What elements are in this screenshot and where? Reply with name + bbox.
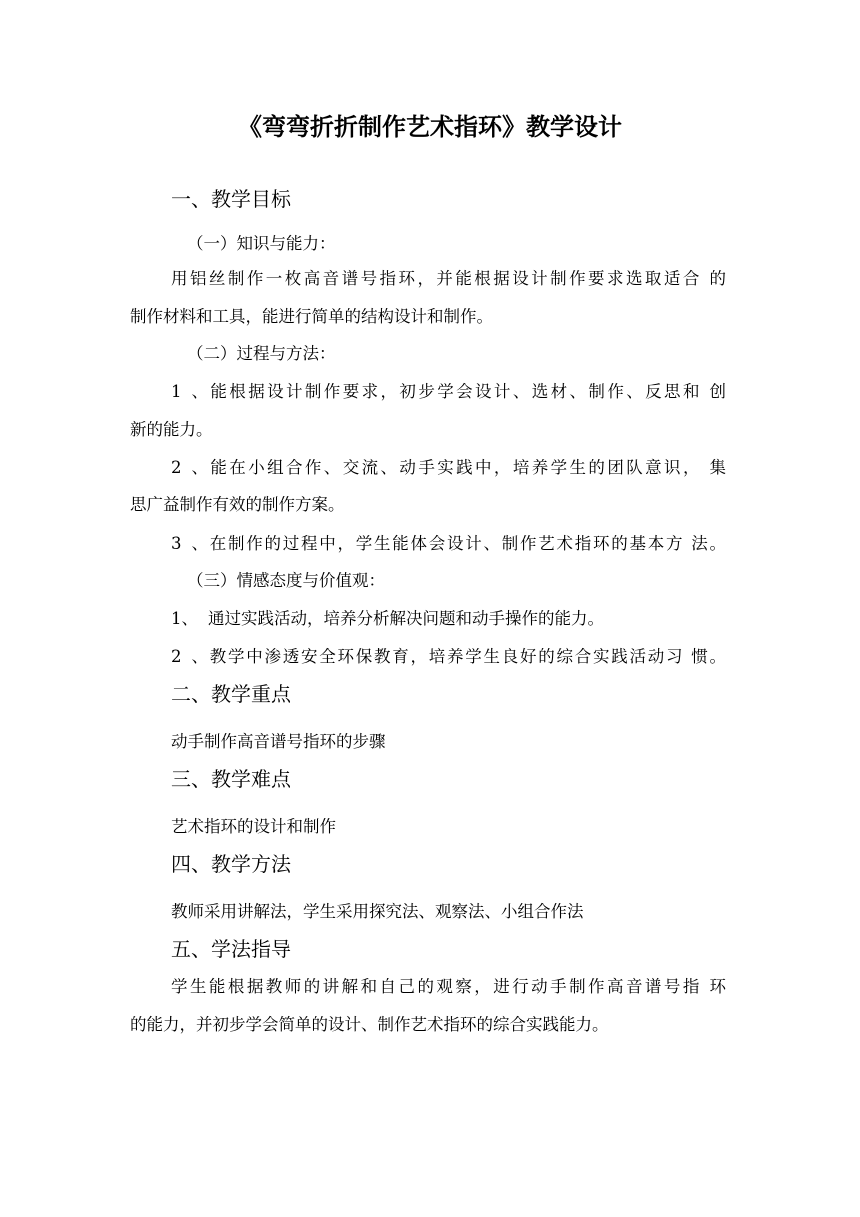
list-item-text: 通过实践活动，培养分析解决问题和动手操作的能力。 [208,609,604,628]
list-item-attitude-2 [171,645,726,669]
subheading-attitude: （三）情感态度与价值观： [187,571,385,590]
list-item-process-2 [171,456,726,480]
paragraph-guidance-line-2: 的能力，并初步学会简单的设计、制作艺术指环的综合实践能力。 [130,1015,609,1034]
list-item-process-1 [171,380,726,404]
list-item-attitude-1 [171,607,604,631]
paragraph-methods: 教师采用讲解法，学生采用探究法、观察法、小组合作法 [171,902,584,921]
list-item-number: 2、 [171,647,208,666]
paragraph-knowledge-line-2: 制作材料和工具，能进行简单的结构设计和制作。 [130,307,493,326]
heading-objectives: 一、教学目标 [171,187,291,211]
heading-key-points: 二、教学重点 [171,682,291,706]
paragraph-key-points: 动手制作高音谱号指环的步骤 [171,732,386,751]
list-item-text: 教学中渗透安全环保教育，培养学生良好的综合实践活动习 惯。 [208,647,726,666]
list-item-process-1-continuation: 新的能力。 [130,420,213,439]
heading-methods: 四、教学方法 [171,852,291,876]
heading-guidance: 五、学法指导 [171,937,291,961]
document-title: 《弯弯折折制作艺术指环》教学设计 [238,112,622,141]
list-item-process-2-continuation: 思广益制作有效的制作方案。 [130,495,345,514]
list-item-number: 3、 [171,534,208,553]
paragraph-knowledge-line-1: 用铝丝制作一枚高音谱号指环，并能根据设计制作要求选取适合 的 [171,269,726,288]
list-item-number: 1、 [171,609,198,628]
paragraph-difficulties: 艺术指环的设计和制作 [171,817,336,836]
list-item-number: 2、 [171,458,208,477]
list-item-process-3 [171,532,726,556]
heading-difficulties: 三、教学难点 [171,767,291,791]
subheading-process: （二）过程与方法： [187,344,336,363]
list-item-text: 能根据设计制作要求，初步学会设计、选材、制作、反思和 创 [208,382,726,401]
subheading-knowledge: （一）知识与能力： [187,234,336,253]
list-item-text: 在制作的过程中，学生能体会设计、制作艺术指环的基本方 法。 [208,534,726,553]
list-item-number: 1、 [171,382,208,401]
list-item-text: 能在小组合作、交流、动手实践中，培养学生的团队意识， 集 [208,458,726,477]
paragraph-guidance-line-1: 学生能根据教师的讲解和自己的观察，进行动手制作高音谱号指 环 [171,977,726,996]
